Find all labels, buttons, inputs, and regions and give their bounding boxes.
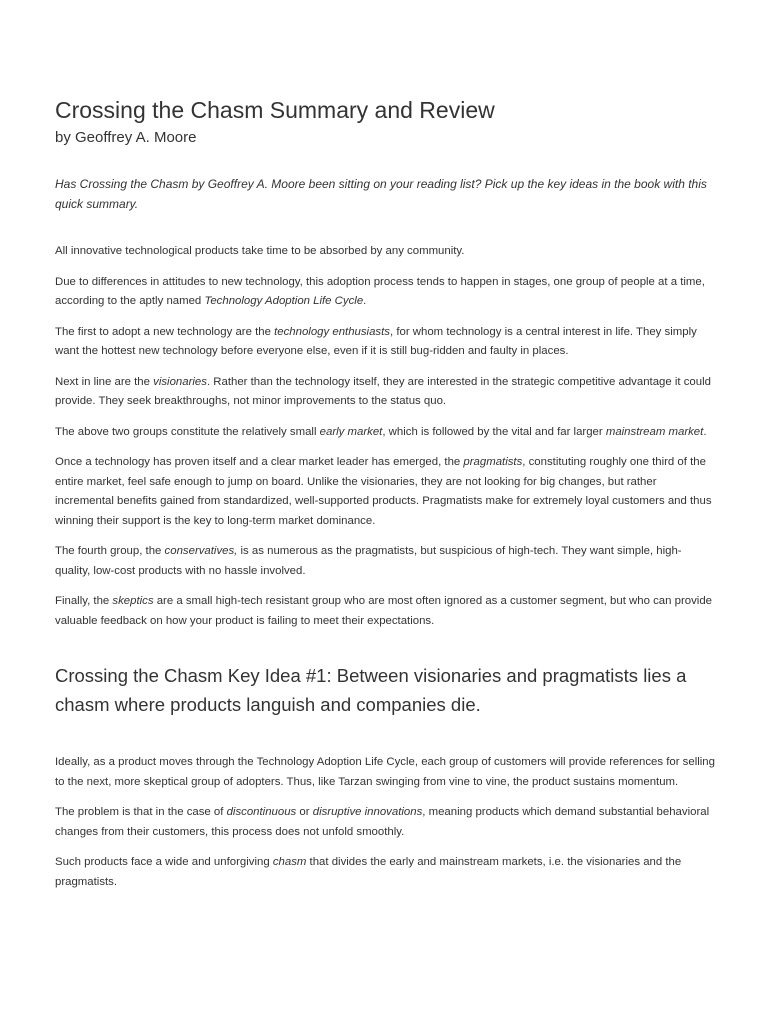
- emphasis: early market: [319, 425, 383, 438]
- emphasis: disruptive innovations: [312, 806, 423, 818]
- paragraph: Ideally, as a product moves through the Technology Adoption Life Cycle, each group of customers will provide references for selling to the next, more skeptical group of adopters. Thus, like Tarzan swinging from vine to vine, the product sustains momentum.: [55, 756, 715, 788]
- page-title: Crossing the Chasm Summary and Review: [55, 97, 495, 123]
- emphasis: pragmatists: [463, 456, 523, 468]
- emphasis: conservatives,: [164, 545, 238, 557]
- article: [55, 95, 715, 903]
- key-idea-section: [55, 753, 715, 892]
- author-byline: by Geoffrey A. Moore: [55, 129, 197, 146]
- paragraph: Finally, the skeptics are a small high-tech resistant group who are most often ignored as a customer segment, but who can provide valuable feedback on how your product is failing to meet their expectations.: [55, 595, 712, 627]
- paragraph: All innovative technological products take time to be absorbed by any community.: [55, 245, 465, 257]
- intro-text: Has Crossing the Chasm by Geoffrey A. Moore been sitting on your reading list? Pick up the key ideas in the book with this quick summary.: [55, 177, 707, 211]
- emphasis: visionaries: [153, 375, 207, 388]
- emphasis: discontinuous: [226, 806, 297, 818]
- paragraph: The above two groups constitute the relatively small early market, which is followed by the vital and far larger mainstream market.: [55, 425, 707, 438]
- emphasis: chasm: [272, 856, 307, 868]
- paragraph: Once a technology has proven itself and a clear market leader has emerged, the pragmatists, constituting roughly one third of the entire market, feel safe enough to jump on board. Unlike the visionaries, they are not looking for big changes, but rather incremental benefits gained from standardized, well-supported products. Pragmatists make for extremely loyal customers and thus winning their support is the key to long-term market dominance.: [55, 456, 712, 527]
- emphasis: skeptics: [112, 595, 154, 607]
- key-idea-heading: Crossing the Chasm Key Idea #1: Between visionaries and pragmatists lies a chasm where products languish and companies die.: [55, 665, 687, 715]
- summary-section: [55, 242, 715, 631]
- paragraph: The first to adopt a new technology are the technology enthusiasts, for whom technology is a central interest in life. They simply want the hottest new technology before everyone else, even if it is still bug-ridden and faulty in places.: [55, 325, 697, 357]
- paragraph: Next in line are the visionaries. Rather than the technology itself, they are interested in the strategic competitive advantage it could provide. They seek breakthroughs, not minor improvements to the status quo.: [55, 375, 711, 407]
- emphasis: mainstream market: [605, 425, 704, 438]
- paragraph: The fourth group, the conservatives, is as numerous as the pragmatists, but suspicious of high-tech. They want simple, high-quality, low-cost products with no hassle involved.: [55, 545, 682, 577]
- paragraph: Due to differences in attitudes to new technology, this adoption process tends to happen in stages, one group of people at a time, according to the aptly named Technology Adoption Life Cycle.: [55, 275, 705, 307]
- emphasis: Technology Adoption Life Cycle: [204, 295, 364, 307]
- paragraph: The problem is that in the case of discontinuous or disruptive innovations, meaning products which demand substantial behavioral changes from their customers, this process does not unfold smoothly.: [55, 806, 710, 838]
- paragraph: Such products face a wide and unforgiving chasm that divides the early and mainstream markets, i.e. the visionaries and the pragmatists.: [55, 856, 682, 888]
- emphasis: technology enthusiasts: [274, 325, 390, 338]
